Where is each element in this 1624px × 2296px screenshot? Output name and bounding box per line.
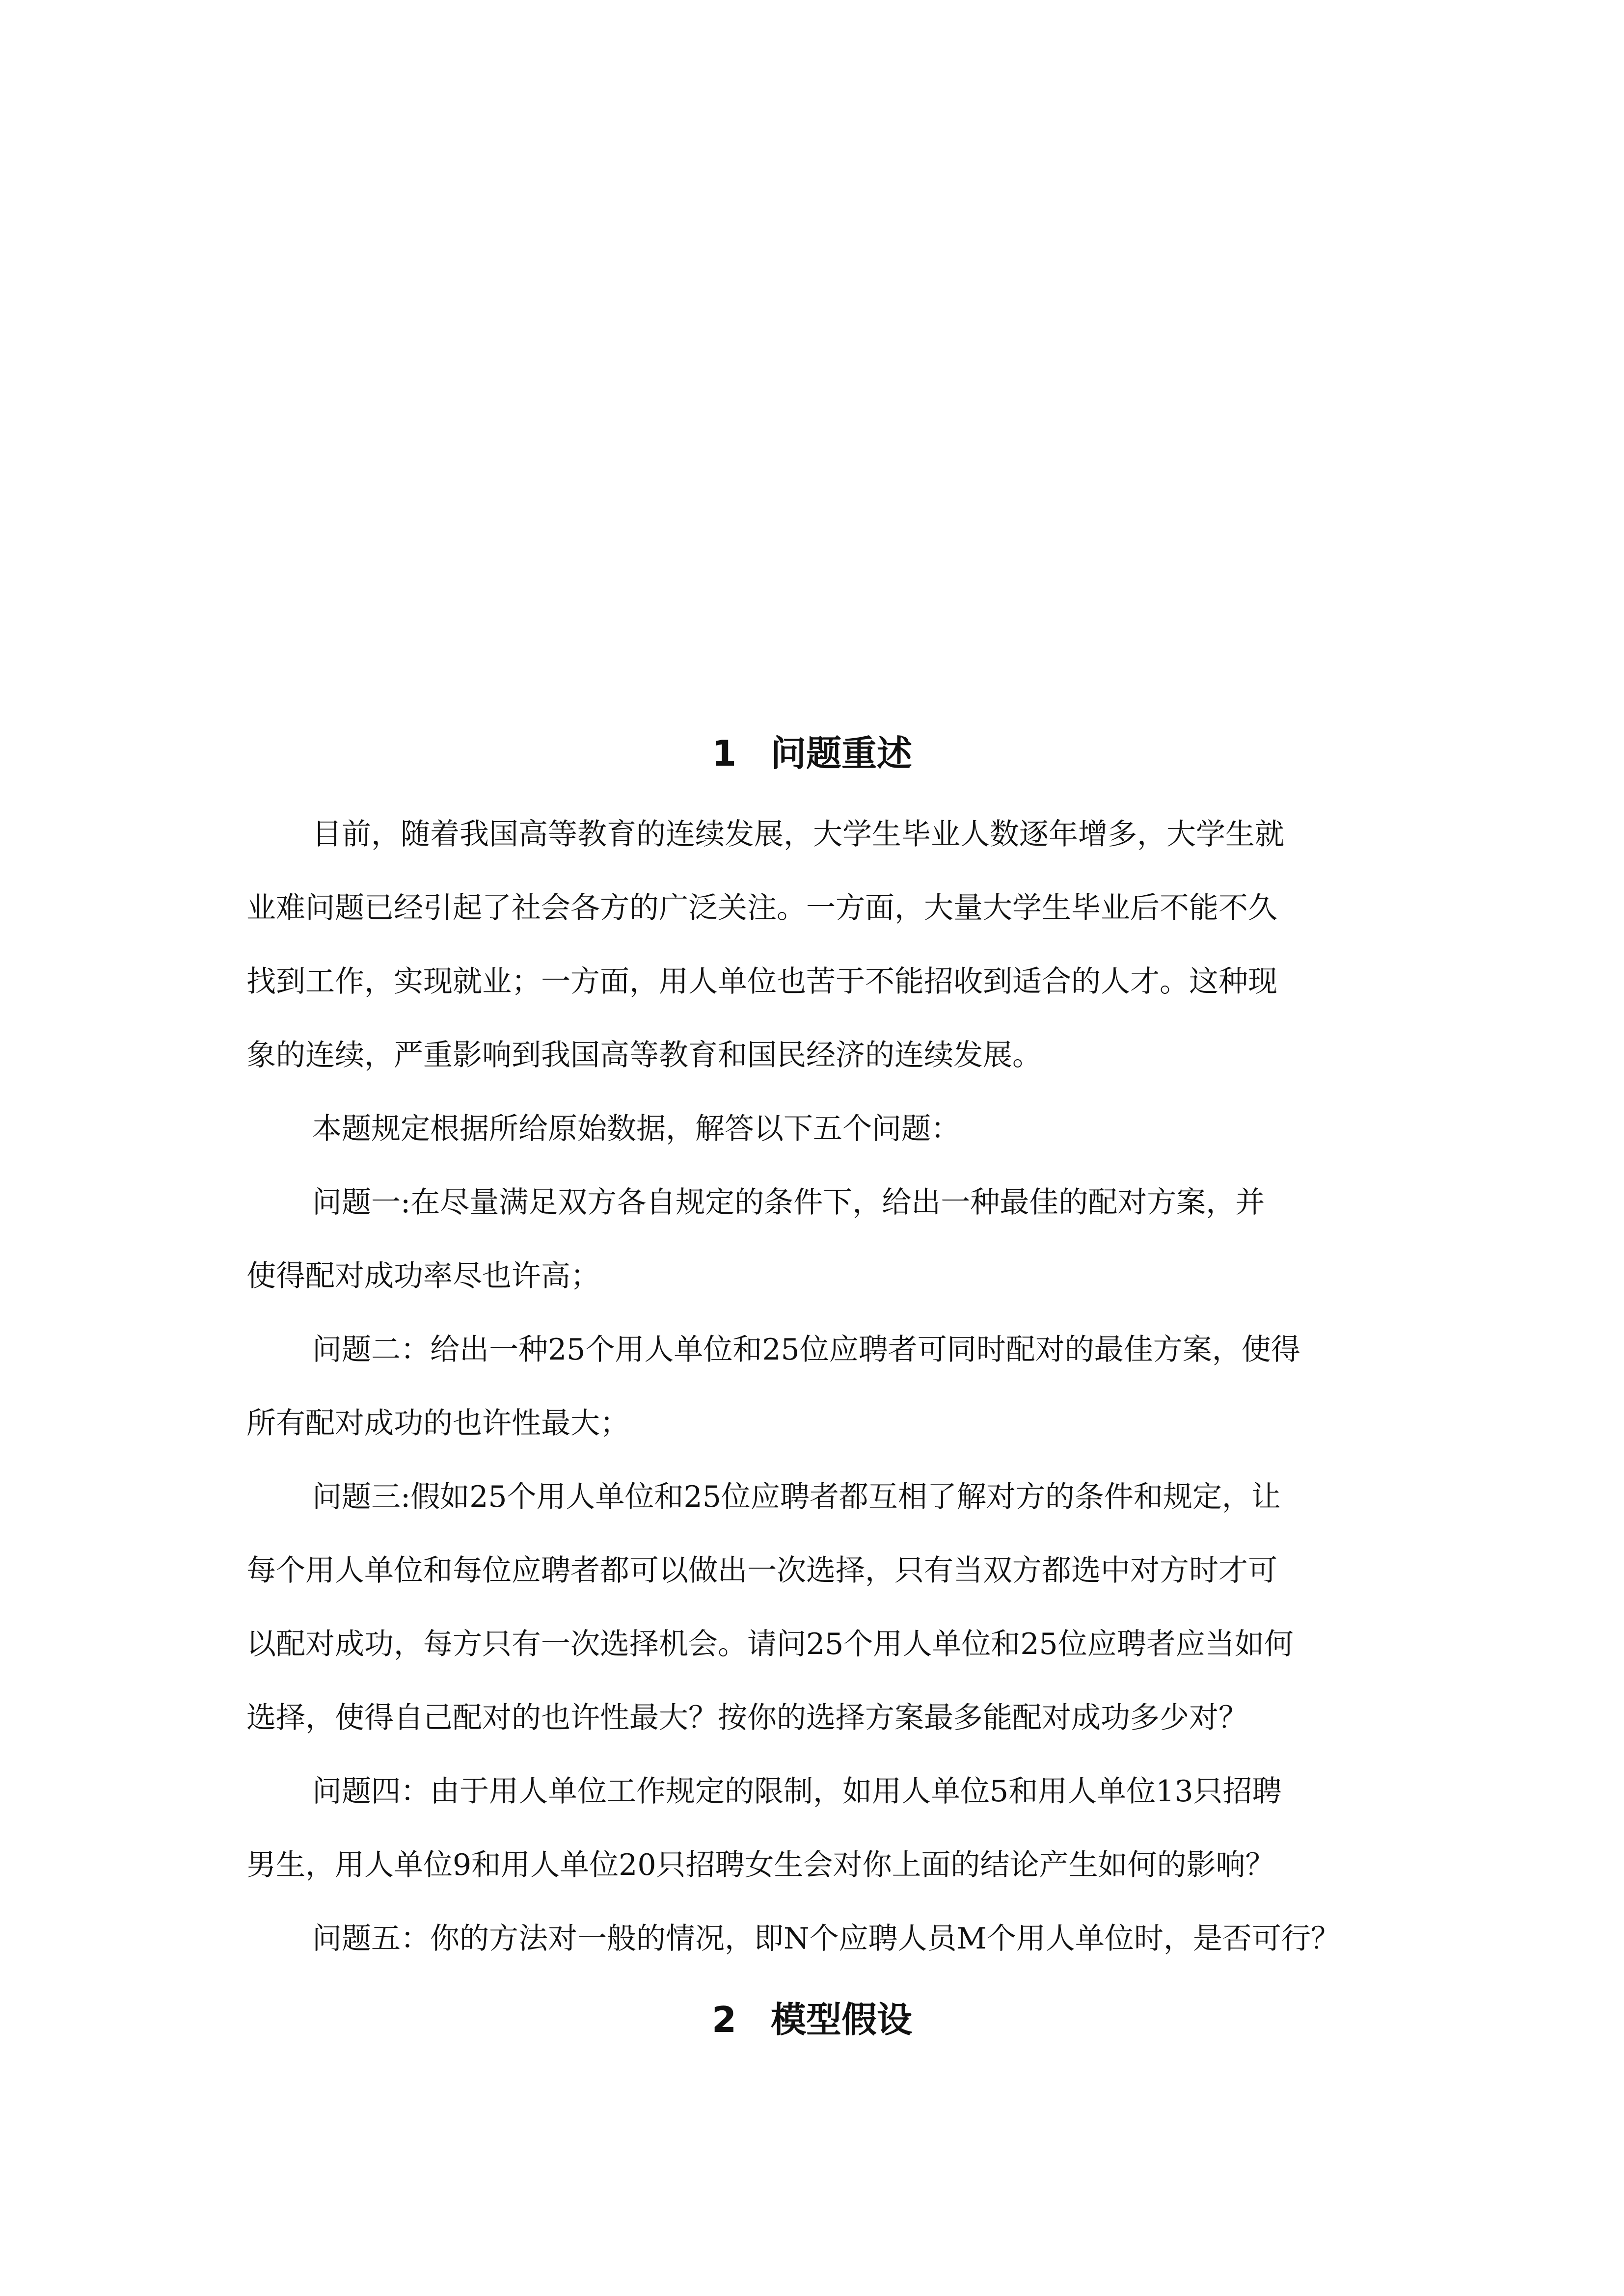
paragraph-line: 每个用人单位和每位应聘者都可以做出一次选择，只有当双方都选中对方时才可	[246, 1553, 1277, 1588]
section-heading-model-assumptions	[0, 1998, 1624, 2042]
paragraph-line: 以配对成功，每方只有一次选择机会。请问25个用人单位和25位应聘者应当如何	[246, 1627, 1294, 1661]
paragraph-line: 问题三:假如25个用人单位和25位应聘者都互相了解对方的条件和规定，让	[312, 1480, 1281, 1514]
paragraph-line: 选择，使得自己配对的也许性最大？按你的选择方案最多能配对成功多少对？	[246, 1701, 1248, 1735]
paragraph-line: 问题二：给出一种25个用人单位和25位应聘者可同时配对的最佳方案，使得	[312, 1333, 1300, 1367]
paragraph-line: 问题四：由于用人单位工作规定的限制，如用人单位5和用人单位13只招聘	[312, 1774, 1282, 1809]
paragraph-line: 象的连续，严重影响到我国高等教育和国民经济的连续发展。	[246, 1038, 1042, 1072]
section-number: 2	[711, 1999, 737, 2040]
section-title: 模型假设	[771, 1999, 913, 2040]
section-heading-problem-restatement	[0, 731, 1624, 775]
paragraph-line: 使得配对成功率尽也许高；	[246, 1259, 600, 1293]
paragraph-line: 本题规定根据所给原始数据，解答以下五个问题：	[312, 1112, 960, 1146]
section-title: 问题重述	[771, 733, 913, 774]
section-number: 1	[711, 733, 737, 774]
paragraph-line: 男生，用人单位9和用人单位20只招聘女生会对你上面的结论产生如何的影响？	[246, 1848, 1275, 1882]
paragraph-line: 目前，随着我国高等教育的连续发展，大学生毕业人数逐年增多，大学生就	[312, 817, 1284, 852]
paragraph-line: 问题一:在尽量满足双方各自规定的条件下，给出一种最佳的配对方案，并	[312, 1185, 1265, 1220]
paragraph-line: 业难问题已经引起了社会各方的广泛关注。一方面，大量大学生毕业后不能不久	[246, 891, 1277, 925]
paragraph-line: 问题五：你的方法对一般的情况，即N个应聘人员M个用人单位时，是否可行？	[312, 1922, 1340, 1956]
paragraph-line: 所有配对成功的也许性最大；	[246, 1406, 629, 1441]
paragraph-line: 找到工作，实现就业；一方面，用人单位也苦于不能招收到适合的人才。这种现	[246, 964, 1277, 999]
